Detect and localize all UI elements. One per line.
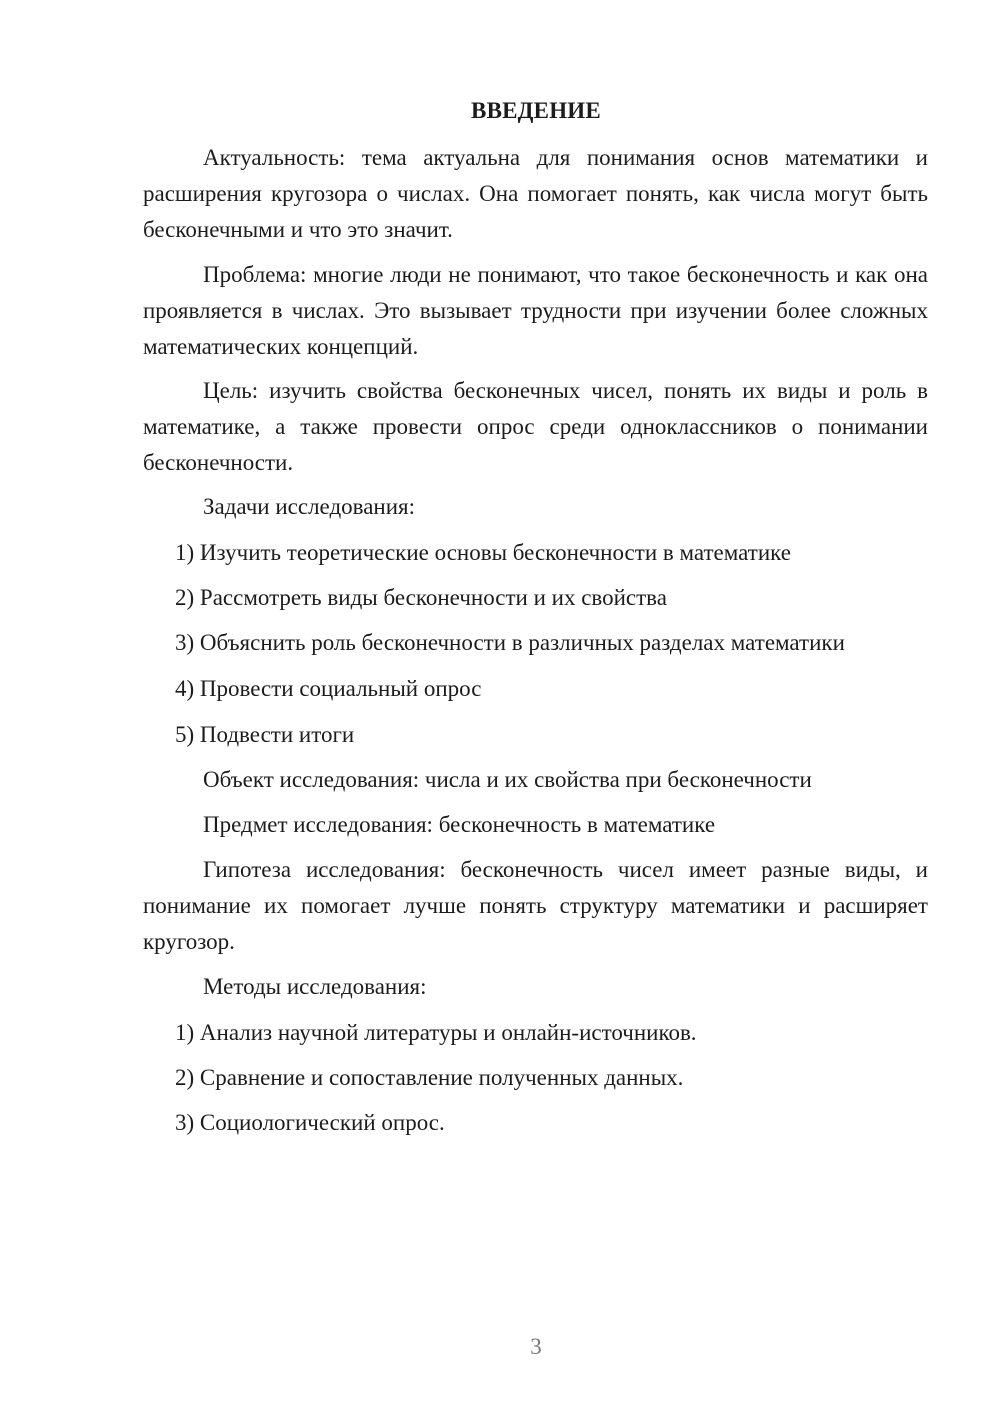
task-item: 3) Объяснить роль бесконечности в различных разделах математики [175, 630, 845, 655]
goal-paragraph: Цель: изучить свойства бесконечных чисел, понять их виды и роль в математике, а также провести опрос среди одноклассников о понимании бесконечности. [143, 378, 928, 475]
relevance-paragraph: Актуальность: тема актуальна для понимания основ математики и расширения кругозора о числах. Она помогает понять, как числа могут быть бесконечными и что это значит. [143, 145, 928, 242]
page-number: 3 [530, 1334, 542, 1359]
task-item: 4) Провести социальный опрос [175, 676, 482, 701]
research-object: Объект исследования: числа и их свойства при бесконечности [203, 767, 812, 792]
task-item: 1) Изучить теоретические основы бесконечности в математике [175, 540, 791, 565]
method-item: 3) Социологический опрос. [175, 1110, 445, 1135]
methods-heading: Методы исследования: [203, 974, 427, 999]
hypothesis-paragraph: Гипотеза исследования: бесконечность чисел имеет разные виды, и понимание их помогает лучше понять структуру математики и расширяет кругозор. [143, 857, 928, 954]
tasks-heading: Задачи исследования: [203, 494, 416, 519]
section-title: ВВЕДЕНИЕ [471, 98, 601, 123]
research-subject: Предмет исследования: бесконечность в математике [203, 812, 716, 837]
problem-paragraph: Проблема: многие люди не понимают, что такое бесконечность и как она проявляется в числах. Это вызывает трудности при изучении более сложных математических концепций. [143, 262, 928, 359]
task-item: 5) Подвести итоги [175, 722, 355, 747]
method-item: 2) Сравнение и сопоставление полученных данных. [175, 1065, 684, 1090]
method-item: 1) Анализ научной литературы и онлайн-источников. [175, 1020, 697, 1045]
task-item: 2) Рассмотреть виды бесконечности и их свойства [175, 585, 667, 610]
